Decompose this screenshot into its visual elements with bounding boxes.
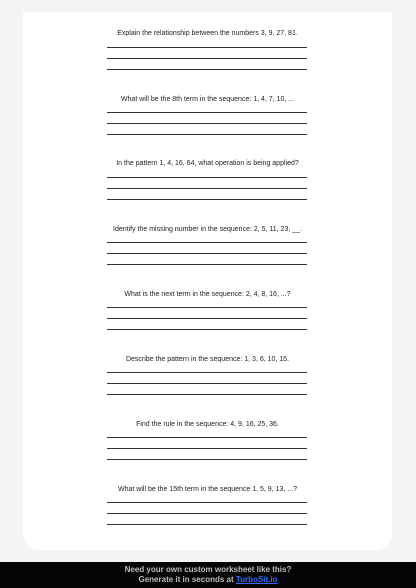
answer-line: [107, 264, 307, 265]
question-block: [23, 355, 392, 364]
question-text: What is the next term in the sequence: 2, 4, 8, 16, ...?: [124, 291, 291, 298]
answer-line: [107, 372, 307, 373]
answer-line: [107, 112, 307, 113]
answer-line: [107, 383, 307, 384]
answer-line: [107, 459, 307, 460]
promo-line-2-prefix: Generate it in seconds at: [138, 575, 236, 584]
question-text: Find the rule in the sequence: 4, 9, 16, 25, 36.: [136, 421, 279, 428]
answer-line: [107, 448, 307, 449]
answer-line: [107, 199, 307, 200]
answer-line: [107, 502, 307, 503]
answer-line: [107, 318, 307, 319]
question-block: [23, 95, 392, 104]
answer-line: [107, 177, 307, 178]
question-block: [23, 159, 392, 168]
promo-footer: [0, 562, 416, 588]
answer-line: [107, 47, 307, 48]
question-block: [23, 420, 392, 429]
question-block: [23, 225, 392, 234]
question-block: [23, 290, 392, 299]
answer-line: [107, 242, 307, 243]
promo-line-2: [0, 575, 416, 585]
answer-line: [107, 329, 307, 330]
answer-line: [107, 513, 307, 514]
question-block: [23, 485, 392, 494]
question-text: Explain the relationship between the numbers 3, 9, 27, 81.: [117, 30, 298, 37]
question-text: What will be the 8th term in the sequence: 1, 4, 7, 10, ...: [120, 96, 295, 103]
question-text: Identify the missing number in the sequence: 2, 5, 11, 23, __.: [113, 226, 302, 233]
promo-line-1: Need your own custom worksheet like this?: [124, 565, 292, 574]
answer-line: [107, 134, 307, 135]
answer-line: [107, 123, 307, 124]
question-text: In the pattern 1, 4, 16, 64, what operation is being applied?: [116, 160, 299, 167]
answer-line: [107, 524, 307, 525]
answer-line: [107, 307, 307, 308]
answer-line: [107, 188, 307, 189]
promo-link[interactable]: TurboSit.io: [235, 575, 278, 584]
answer-line: [107, 394, 307, 395]
question-block: [23, 29, 392, 38]
worksheet-page: [23, 12, 392, 550]
question-text: What will be the 15th term in the sequence 1, 5, 9, 13, ...?: [118, 486, 297, 493]
answer-line: [107, 437, 307, 438]
answer-line: [107, 69, 307, 70]
answer-line: [107, 58, 307, 59]
answer-line: [107, 253, 307, 254]
question-text: Describe the pattern in the sequence: 1, 3, 6, 10, 15.: [125, 356, 290, 363]
